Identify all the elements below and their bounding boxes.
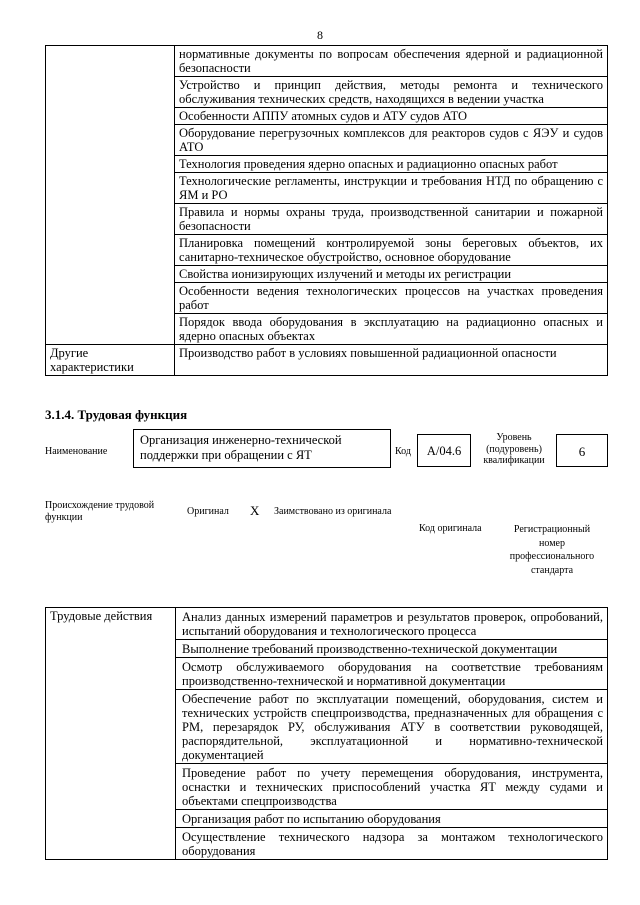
table-row: [46, 46, 608, 77]
table-cell: Технология проведения ядерно опасных и радиационно опасных работ: [175, 156, 608, 173]
table-cell: Порядок ввода оборудования в эксплуатацию на радиационно опасных и ядерно опасных объектах: [175, 314, 608, 345]
origin-label: Происхождение трудовой функции: [45, 500, 155, 523]
table-cell: Анализ данных измерений параметров и результатов проверок, опробований, испытаний оборудования и технологического процесса: [176, 608, 608, 640]
labor-actions-label: Трудовые действия: [46, 608, 176, 860]
table-cell: Планировка помещений контролируемой зоны береговых объектов, их санитарно-техническое обустройство, основное оборудование: [175, 235, 608, 266]
name-value-box: Организация инженерно-технической поддержки при обращении с ЯТ: [133, 429, 391, 468]
other-characteristics-label: Другие характеристики: [46, 345, 175, 376]
table-cell: Оборудование перегрузочных комплексов для реакторов судов с ЯЭУ и судов АТО: [175, 125, 608, 156]
code-value-box: А/04.6: [417, 434, 471, 467]
name-label: Наименование: [45, 446, 108, 457]
table-cell: Организация работ по испытанию оборудования: [176, 810, 608, 828]
table-cell: Правила и нормы охраны труда, производственной санитарии и пожарной безопасности: [175, 204, 608, 235]
table-cell: Особенности АППУ атомных судов и АТУ судов АТО: [175, 108, 608, 125]
table-cell: Осмотр обслуживаемого оборудования на соответствие требованиям производственно-технической и нормативной документации: [176, 658, 608, 690]
table-row: [46, 345, 608, 376]
table-cell: Особенности ведения технологических процессов на участках проведения работ: [175, 283, 608, 314]
table-row: [46, 608, 608, 640]
original-label: Оригинал: [187, 506, 229, 517]
table-cell: Свойства ионизирующих излучений и методы их регистрации: [175, 266, 608, 283]
other-characteristics-value: Производство работ в условиях повышенной радиационной опасности: [175, 345, 608, 376]
table-cell: Технологические регламенты, инструкции и требования НТД по обращению с ЯМ и РО: [175, 173, 608, 204]
borrowed-label: Заимствовано из оригинала: [274, 506, 392, 517]
qualification-level-label: Уровень (подуровень) квалификации: [483, 432, 545, 466]
page-number: 8: [317, 28, 323, 42]
table-cell: Устройство и принцип действия, методы ремонта и технического обслуживания технических средств, находящихся в ведении участка: [175, 77, 608, 108]
table-cell: Обеспечение работ по эксплуатации помещений, оборудования, систем и технических устройств спецпроизводства, предназначенных для обращения с РМ, перезарядок РУ, обслуживания АТУ в соответствии руководящей, распорядительной, эксплуатационной и нормативно-технической документацией: [176, 690, 608, 764]
level-value-box: 6: [556, 434, 608, 467]
table-cell: нормативные документы по вопросам обеспечения ядерной и радиационной безопасности: [175, 46, 608, 77]
empty-label-cell: [46, 46, 175, 345]
table-cell: Проведение работ по учету перемещения оборудования, инструмента, оснастки и технических приспособлений участка ЯТ между судами и объектами спецпроизводства: [176, 764, 608, 810]
registration-number-label: Регистрационный номер профессионального стандарта: [509, 524, 595, 576]
section-heading: 3.1.4. Трудовая функция: [45, 407, 188, 422]
code-original-label: Код оригинала: [419, 523, 482, 534]
table-cell: Выполнение требований производственно-технической документации: [176, 640, 608, 658]
table-cell: Осуществление технического надзора за монтажом технологического оборудования: [176, 828, 608, 860]
labor-actions-table: [45, 607, 608, 860]
code-label: Код: [395, 446, 411, 457]
original-mark: X: [250, 503, 260, 518]
knowledge-table: [45, 45, 608, 376]
